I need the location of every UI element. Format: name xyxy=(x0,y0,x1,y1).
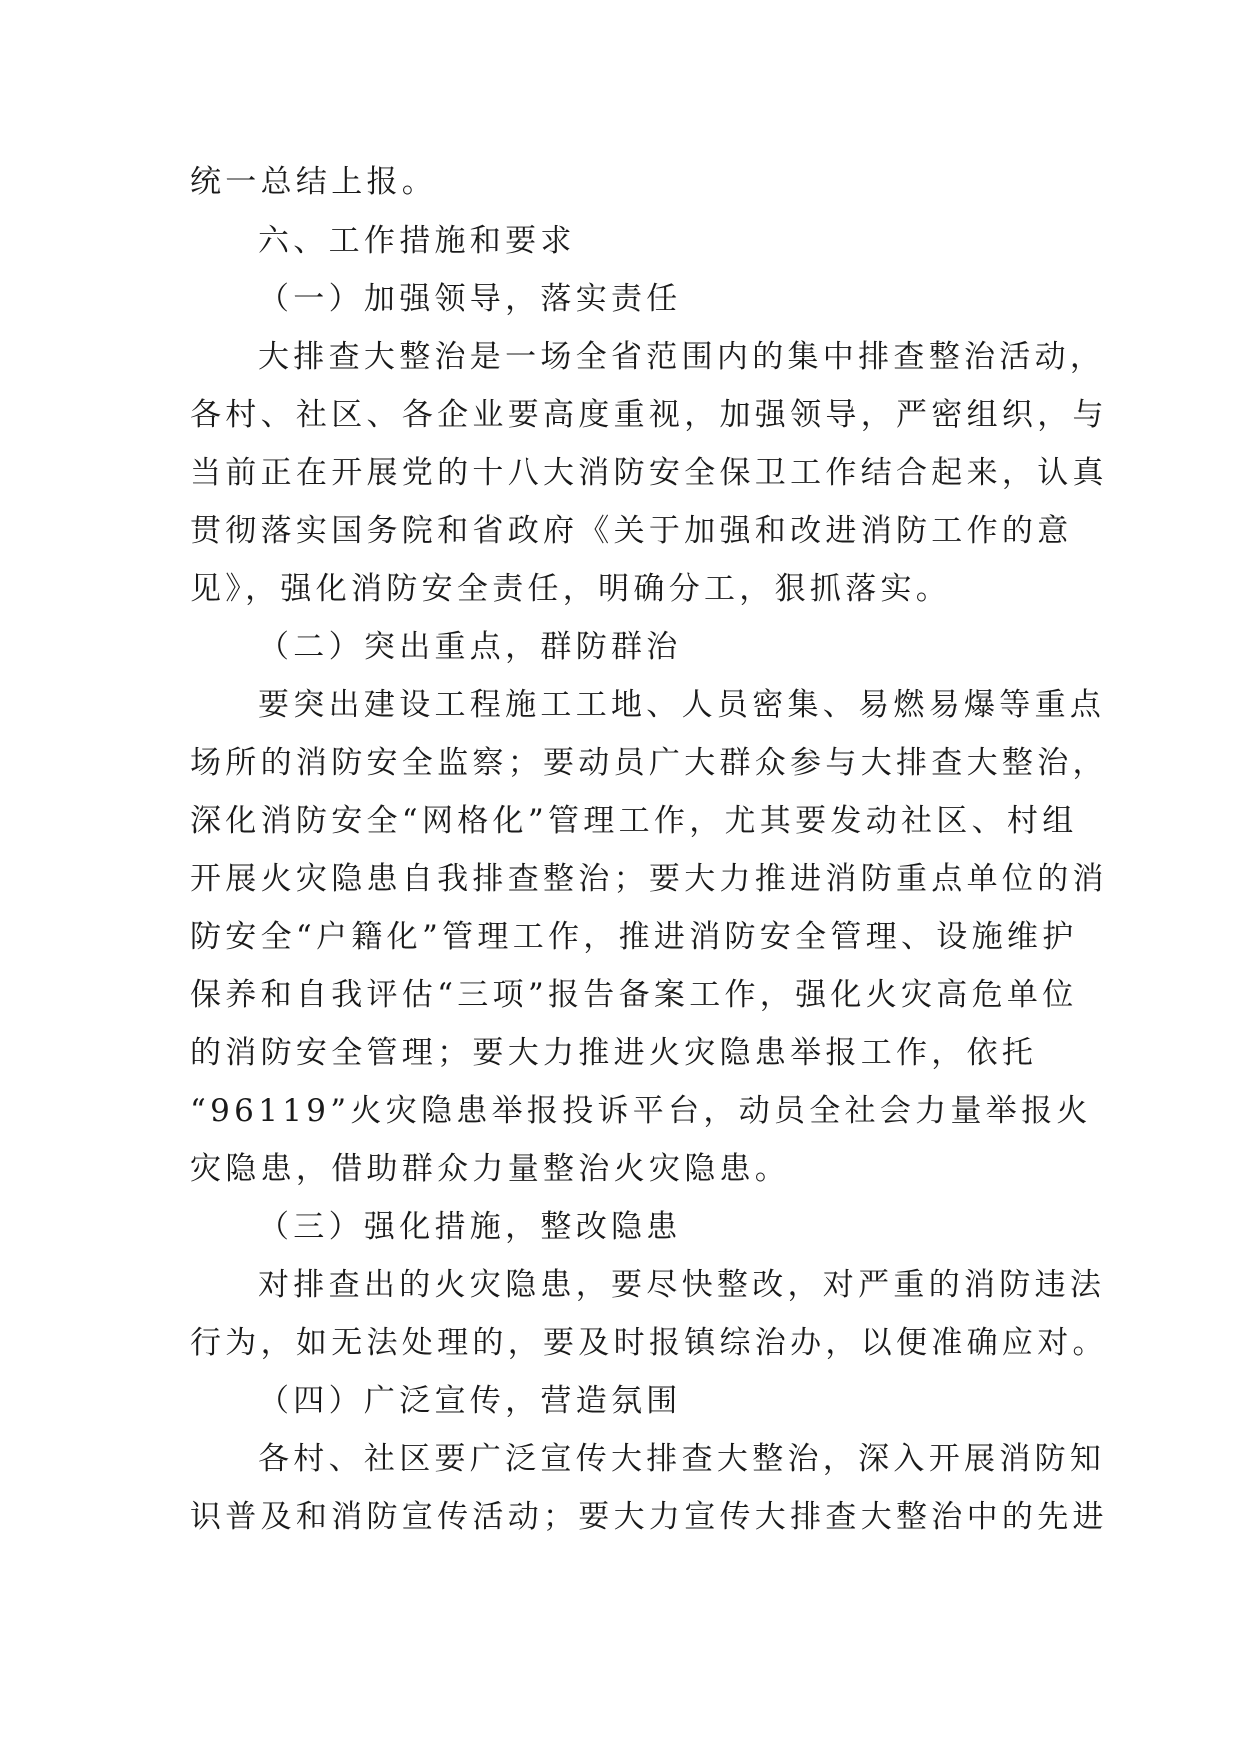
text-line: 保养和自我评估“三项”报告备案工作，强化火灾高危单位 xyxy=(190,977,1078,1013)
text-line: 当前正在开展党的十八大消防安全保卫工作结合起来，认真 xyxy=(190,455,1108,491)
section-heading: 六、工作措施和要求 xyxy=(258,223,576,259)
text-line: 开展火灾隐患自我排查整治；要大力推进消防重点单位的消 xyxy=(190,861,1108,897)
text-line: 深化消防安全“网格化”管理工作，尤其要发动社区、村组 xyxy=(190,803,1078,839)
text-line: 灾隐患，借助群众力量整治火灾隐患。 xyxy=(190,1151,791,1187)
text-line: 防安全“户籍化”管理工作，推进消防安全管理、设施维护 xyxy=(190,919,1078,955)
text-line: 大排查大整治是一场全省范围内的集中排查整治活动， xyxy=(258,339,1106,375)
subsection-heading: （三）强化措施，整改隐患 xyxy=(258,1209,682,1245)
subsection-heading: （二）突出重点，群防群治 xyxy=(258,629,682,665)
text-line: 统一总结上报。 xyxy=(190,164,438,200)
text-line: 场所的消防安全监察；要动员广大群众参与大排查大整治， xyxy=(190,745,1108,781)
subsection-heading: （四）广泛宣传，营造氛围 xyxy=(258,1383,682,1419)
text-line: 的消防安全管理；要大力推进火灾隐患举报工作，依托 xyxy=(190,1035,1038,1071)
text-line: 识普及和消防宣传活动；要大力宣传大排查大整治中的先进 xyxy=(190,1499,1108,1535)
text-line: “96119”火灾隐患举报投诉平台，动员全社会力量举报火 xyxy=(190,1093,1092,1129)
text-line: 对排查出的火灾隐患，要尽快整改，对严重的消防违法 xyxy=(258,1267,1106,1303)
subsection-heading: （一）加强领导，落实责任 xyxy=(258,281,682,317)
text-line: 见》，强化消防安全责任，明确分工，狠抓落实。 xyxy=(190,571,952,607)
text-line: 各村、社区、各企业要高度重视，加强领导，严密组织，与 xyxy=(190,397,1108,433)
text-line: 行为，如无法处理的，要及时报镇综治办，以便准确应对。 xyxy=(190,1325,1108,1361)
text-line: 贯彻落实国务院和省政府《关于加强和改进消防工作的意 xyxy=(190,513,1073,549)
text-line: 要突出建设工程施工工地、人员密集、易燃易爆等重点 xyxy=(258,687,1106,723)
text-line: 各村、社区要广泛宣传大排查大整治，深入开展消防知 xyxy=(258,1441,1106,1477)
